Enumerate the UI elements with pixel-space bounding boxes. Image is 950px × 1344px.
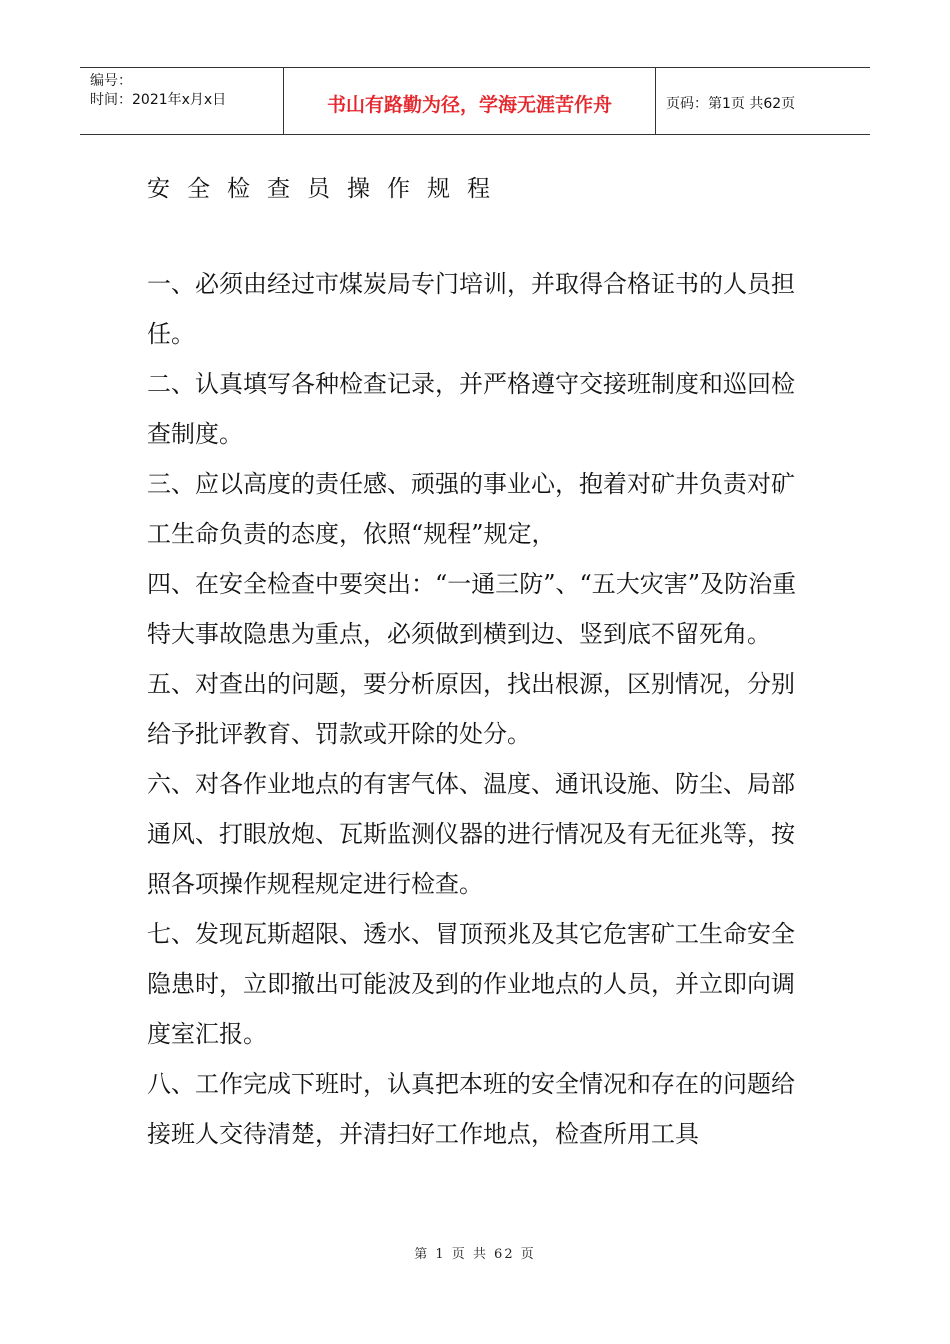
paragraph-8: 八、工作完成下班时，认真把本班的安全情况和存在的问题给接班人交待清楚，并清扫好工作地点，检查所用工具 [147,1070,795,1148]
paragraph-3: 三、应以高度的责任感、顽强的事业心，抱着对矿井负责对矿工生命负责的态度，依照“规程”规定， [147,470,795,548]
paragraph-4: 四、在安全检查中要突出：“一通三防”、“五大灾害”及防治重特大事故隐患为重点，必须做到横到边、竖到底不留死角。 [147,570,797,648]
paragraph-2: 二、认真填写各种检查记录，并严格遵守交接班制度和巡回检查制度。 [147,370,795,448]
page-footer: 第 1 页 共 62 页 [414,1247,536,1262]
page-header [80,67,870,135]
paragraph-7: 七、发现瓦斯超限、透水、冒顶预兆及其它危害矿工生命安全隐患时，立即撤出可能波及到的作业地点的人员，并立即向调度室汇报。 [147,920,795,1048]
header-motto: 书山有路勤为径，学海无涯苦作舟 [283,68,656,134]
paragraph-6: 六、对各作业地点的有害气体、温度、通讯设施、防尘、局部通风、打眼放炮、瓦斯监测仪器的进行情况及有无征兆等，按照各项操作规程规定进行检查。 [147,770,795,898]
paragraph-5: 五、对查出的问题，要分析原因，找出根源，区别情况，分别给予批评教育、罚款或开除的处分。 [147,670,795,748]
paragraph-1: 一、必须由经过市煤炭局专门培训，并取得合格证书的人员担任。 [147,270,795,348]
document-body [147,259,815,1159]
document-number-label: 编号： [90,73,132,89]
header-page-info: 页码：第1页 共62页 [666,96,796,112]
header-meta [80,68,283,134]
document-time-label: 时间：2021年x月x日 [90,92,227,108]
document-title: 安全检查员操作规程 [147,176,507,202]
